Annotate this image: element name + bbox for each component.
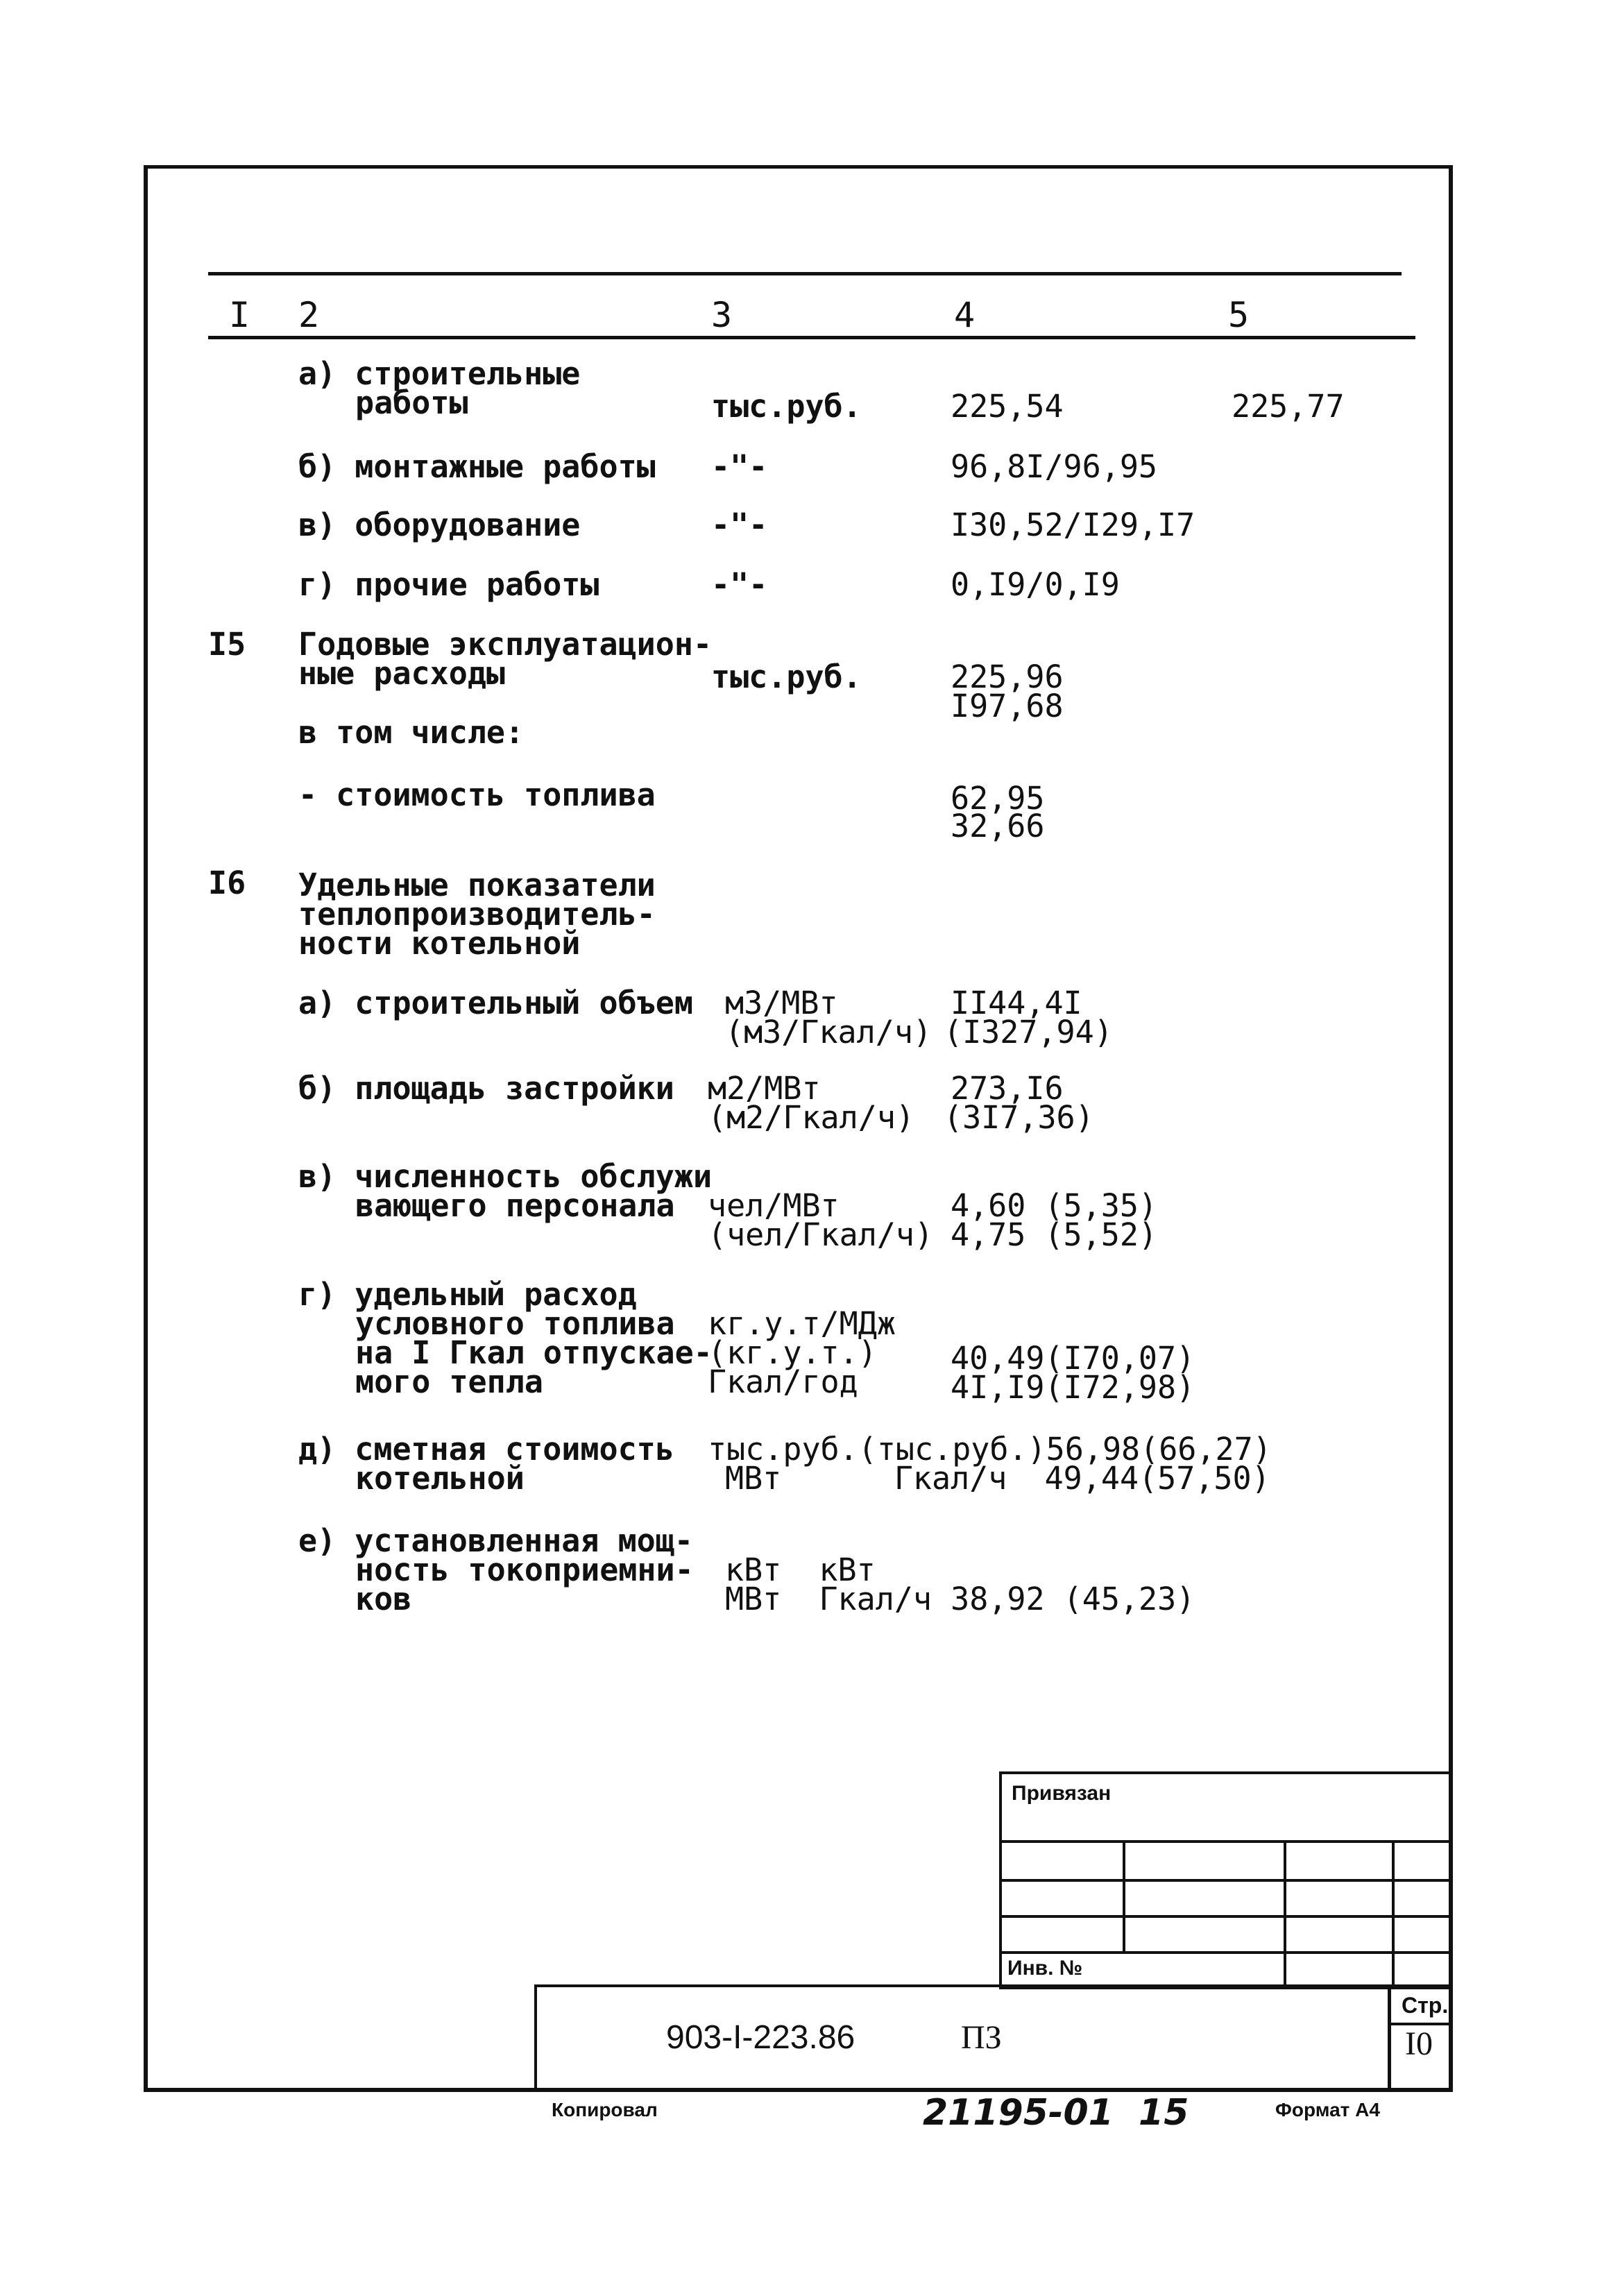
row-15-label-cont: ные расходы — [298, 655, 506, 692]
row-b-label: б) монтажные работы — [298, 448, 656, 485]
spec-b-label: б) площадь застройки — [298, 1070, 674, 1107]
col-5-header: 5 — [1228, 295, 1250, 335]
row-16-label-2: теплопроизводитель- — [298, 896, 656, 933]
row-g-unit: -"- — [711, 566, 768, 603]
copied-by-label: Копировал — [552, 2099, 658, 2120]
spec-d-label-1: д) сметная стоимость — [298, 1431, 674, 1468]
spec-a-value-1: II44,4I — [951, 985, 1082, 1021]
row-15-value-1: 225,96 — [951, 658, 1064, 695]
binding-row-line-1 — [999, 1840, 1453, 1843]
spec-v-unit-2: (чел/Гкал/ч) — [708, 1216, 934, 1253]
row-v-value: I30,52/I29,I7 — [951, 507, 1195, 543]
binding-row-line-4 — [999, 1951, 1453, 1954]
including-label: в том числе: — [298, 714, 525, 751]
row-16-number: I6 — [208, 865, 246, 901]
row-15-label: Годовые эксплуатацион- — [298, 626, 713, 663]
spec-g-label-4: мого тепла — [355, 1363, 543, 1400]
document-type: ПЗ — [961, 2019, 1002, 2056]
spec-g-value-1: 40,49(I70,07) — [951, 1340, 1195, 1377]
spec-g-label-2: условного топлива — [355, 1305, 675, 1342]
row-b-value: 96,8I/96,95 — [951, 448, 1158, 485]
binding-row-line-3 — [999, 1915, 1453, 1918]
spec-g-label-1: г) удельный расход — [298, 1276, 637, 1313]
spec-g-unit-1: кг.у.т/МДж — [708, 1305, 896, 1342]
inventory-label: Инв. № — [1007, 1957, 1083, 1980]
col-1-header: I — [229, 295, 250, 335]
spec-d-label-2: котельной — [355, 1460, 525, 1497]
page-number: I0 — [1405, 2025, 1433, 2062]
spec-b-value-2: (3I7,36) — [944, 1099, 1094, 1136]
row-15-number: I5 — [208, 626, 246, 663]
row-g-value: 0,I9/0,I9 — [951, 566, 1120, 603]
binding-col-line-3 — [1392, 1840, 1395, 1989]
stamp-page-col-line — [1388, 1984, 1391, 2092]
row-15-unit: тыс.руб. — [711, 658, 862, 695]
row-v-unit: -"- — [711, 507, 768, 543]
spec-v-label-2: вающего персонала — [355, 1187, 675, 1224]
header-top-rule — [208, 272, 1402, 275]
row-b-unit: -"- — [711, 448, 768, 485]
spec-v-unit-1: чел/МВт — [708, 1187, 840, 1224]
fuel-cost-label: - стоимость топлива — [298, 776, 656, 813]
row-16-label-1: Удельные показатели — [298, 867, 656, 903]
spec-v-label-1: в) численность обслужи — [298, 1158, 713, 1195]
row-g-label: г) прочие работы — [298, 566, 599, 603]
spec-a-value-2: (I327,94) — [944, 1014, 1113, 1051]
spec-b-unit-2: (м2/Гкал/ч) — [708, 1099, 915, 1136]
spec-b-value-1: 273,I6 — [951, 1070, 1064, 1107]
row-a-label-cont: работы — [355, 384, 468, 421]
spec-g-unit-3: Гкал/год — [708, 1363, 858, 1400]
format-label: Формат А4 — [1275, 2099, 1380, 2120]
binding-label: Привязан — [1012, 1782, 1112, 1805]
document-code: 903-I-223.86 — [666, 2019, 855, 2056]
spec-e-units-values-2: МВт Гкал/ч 38,92 (45,23) — [725, 1581, 1195, 1617]
binding-row-line-2 — [999, 1879, 1453, 1882]
page-label: Стр. — [1402, 1993, 1449, 2018]
row-15-value-2: I97,68 — [951, 688, 1064, 724]
row-a-value-col5: 225,77 — [1232, 388, 1345, 425]
spec-v-value-2: 4,75 (5,52) — [951, 1216, 1158, 1253]
row-a-value: 225,54 — [951, 388, 1064, 425]
fuel-cost-value-1: 62,95 — [951, 780, 1045, 817]
handwritten-number: 21195-01 15 — [923, 2092, 1189, 2134]
header-bottom-rule — [208, 336, 1415, 339]
spec-a-unit-2: (м3/Гкал/ч) — [725, 1014, 933, 1051]
spec-g-label-3: на I Гкал отпускае- — [355, 1334, 713, 1371]
spec-e-label-3: ков — [355, 1581, 412, 1617]
row-16-label-3: ности котельной — [298, 925, 581, 962]
spec-g-value-2: 4I,I9(I72,98) — [951, 1369, 1195, 1406]
binding-col-line-1 — [1123, 1840, 1125, 1951]
spec-a-label: а) строительный объем — [298, 985, 693, 1021]
row-a-unit: тыс.руб. — [711, 388, 862, 425]
spec-d-units-values-1: тыс.руб.(тыс.руб.)56,98(66,27) — [708, 1431, 1272, 1468]
col-2-header: 2 — [298, 295, 320, 335]
fuel-cost-value-2: 32,66 — [951, 808, 1045, 844]
spec-b-unit-1: м2/МВт — [708, 1070, 821, 1107]
binding-col-line-2 — [1284, 1840, 1286, 1989]
spec-d-units-values-2: МВт Гкал/ч 49,44(57,50) — [725, 1460, 1270, 1497]
row-a-label: а) строительные — [298, 355, 581, 392]
row-v-label: в) оборудование — [298, 507, 581, 543]
spec-e-units-1: кВт кВт — [725, 1551, 876, 1588]
col-4-header: 4 — [954, 295, 976, 335]
spec-a-unit-1: м3/МВт — [725, 985, 838, 1021]
spec-e-label-1: е) установленная мощ- — [298, 1522, 693, 1559]
spec-g-unit-2: (кг.у.т.) — [708, 1334, 877, 1371]
spec-e-label-2: ность токоприемни- — [355, 1551, 694, 1588]
spec-v-value-1: 4,60 (5,35) — [951, 1187, 1158, 1224]
col-3-header: 3 — [711, 295, 733, 335]
